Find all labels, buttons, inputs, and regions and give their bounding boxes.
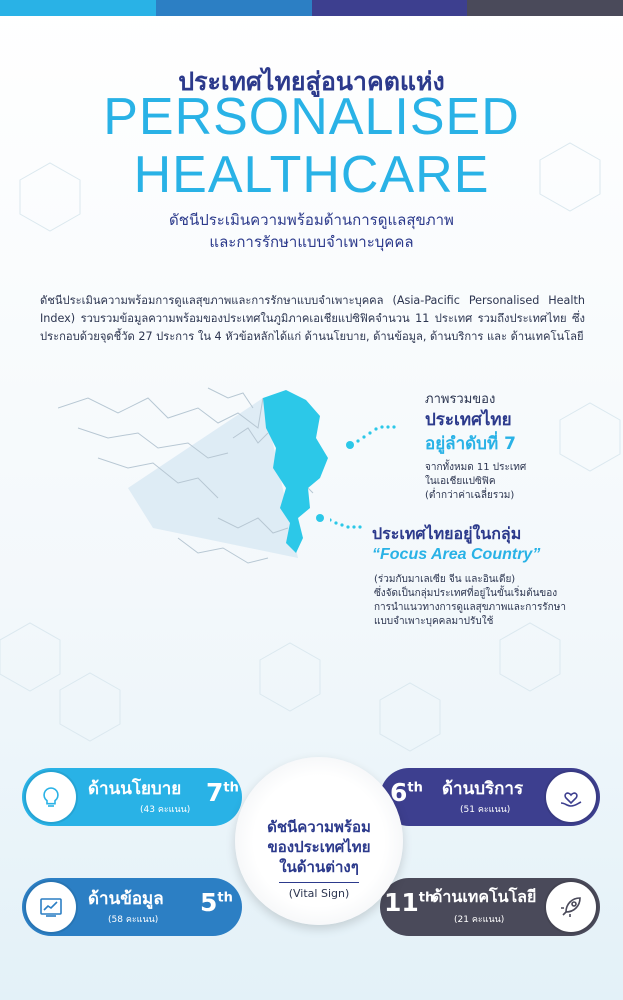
pillar-data-suffix: th: [217, 890, 233, 906]
connector-dot: [316, 514, 324, 522]
title-line-2: HEALTHCARE: [133, 146, 490, 204]
group-line-4: แบบจำเพาะบุคคลมาปรับใช้: [374, 616, 494, 627]
subtitle-line-1: ดัชนีประเมินความพร้อมด้านการดูแลสุขภาพ: [169, 211, 454, 229]
overview-rank: อยู่ลำดับที่ 7: [425, 434, 516, 454]
center-line-3: ในด้านต่างๆ: [279, 858, 359, 876]
pillar-service-points: (51 คะแนน): [460, 805, 511, 815]
pillar-tech-suffix: th: [418, 890, 435, 906]
pillar-policy-rank: 7: [206, 778, 224, 807]
connector-lines: [330, 405, 440, 535]
pillar-service-suffix: th: [407, 780, 423, 796]
pillar-policy-suffix: th: [223, 780, 239, 796]
overview-country: ประเทศไทย: [425, 410, 512, 430]
pillar-service-rank: 6: [390, 778, 408, 807]
pillar-data-points: (58 คะแนน): [108, 915, 159, 925]
pillar-service-label: ด้านบริการ: [442, 779, 524, 799]
group-title: ประเทศไทยอยู่ในกลุ่ม: [372, 524, 522, 543]
pillar-tech-rank: 11: [384, 888, 419, 917]
title-thai: ประเทศไทยสู่อนาคตแห่ง: [178, 67, 445, 96]
title-line-1: PERSONALISED: [103, 88, 520, 146]
pillar-data: [22, 878, 242, 936]
pillar-tech-label: ด้านเทคโนโลยี: [432, 887, 537, 906]
pillar-tech-points: (21 คะแนน): [454, 915, 505, 925]
group-line-3: การนำแนวทางการดูแลสุขภาพและการรักษา: [374, 602, 566, 613]
pillar-data-rank: 5: [200, 888, 218, 917]
pillar-policy-points: (43 คะแนน): [140, 805, 191, 815]
overview-note-3: (ต่ำกว่าค่าเฉลี่ยรวม): [425, 490, 515, 501]
center-line-4: (Vital Sign): [288, 887, 350, 900]
rocket-icon: [546, 882, 596, 932]
group-line-1: (ร่วมกับมาเลเซีย จีน และอินเดีย): [374, 574, 516, 585]
pillar-service: [380, 768, 600, 826]
lightbulb-icon: [26, 772, 76, 822]
center-line-1: ดัชนีความพร้อม: [267, 818, 371, 836]
center-divider: [279, 882, 359, 883]
pillar-policy-label: ด้านนโยบาย: [88, 779, 182, 799]
overview-note-2: ในเอเชียแปซิฟิค: [425, 476, 496, 487]
pillar-policy: [22, 768, 242, 826]
group-line-2: ซึ่งจัดเป็นกลุ่มประเทศที่อยู่ในขั้นเริ่มต้นของ: [374, 588, 558, 599]
group-name: “Focus Area Country”: [372, 546, 541, 563]
intro-paragraph: ดัชนีประเมินความพร้อมการดูแลสุขภาพและการรักษาแบบจำเพาะบุคคล (Asia-Pacific Personalised Health Index) รวบรวมข้อมูลความพร้อมของประเทศในภูมิภาคเอเชียแปซิฟิคจำนวน 11 ประเทศ รวมถึงประเทศไทย ซึ่งประกอบด้วยจุดชี้วัด 27 ประการ ใน 4 หัวข้อหลักได้แก่ ด้านนโยบาย, ด้านข้อมูล, ด้านบริการ และ ด้านเทคโนโลยี: [40, 294, 585, 343]
heart-hand-icon: [546, 772, 596, 822]
pillar-tech: [380, 878, 600, 936]
pillar-data-label: ด้านข้อมูล: [88, 889, 164, 909]
data-chart-icon: [26, 882, 76, 932]
overview-note-1: จากทั้งหมด 11 ประเทศ: [425, 462, 527, 473]
center-line-2: ของประเทศไทย: [267, 838, 371, 856]
vital-sign-circle: [235, 757, 403, 925]
subtitle-line-2: และการรักษาแบบจำเพาะบุคคล: [209, 233, 414, 251]
overview-label: ภาพรวมของ: [425, 392, 496, 407]
